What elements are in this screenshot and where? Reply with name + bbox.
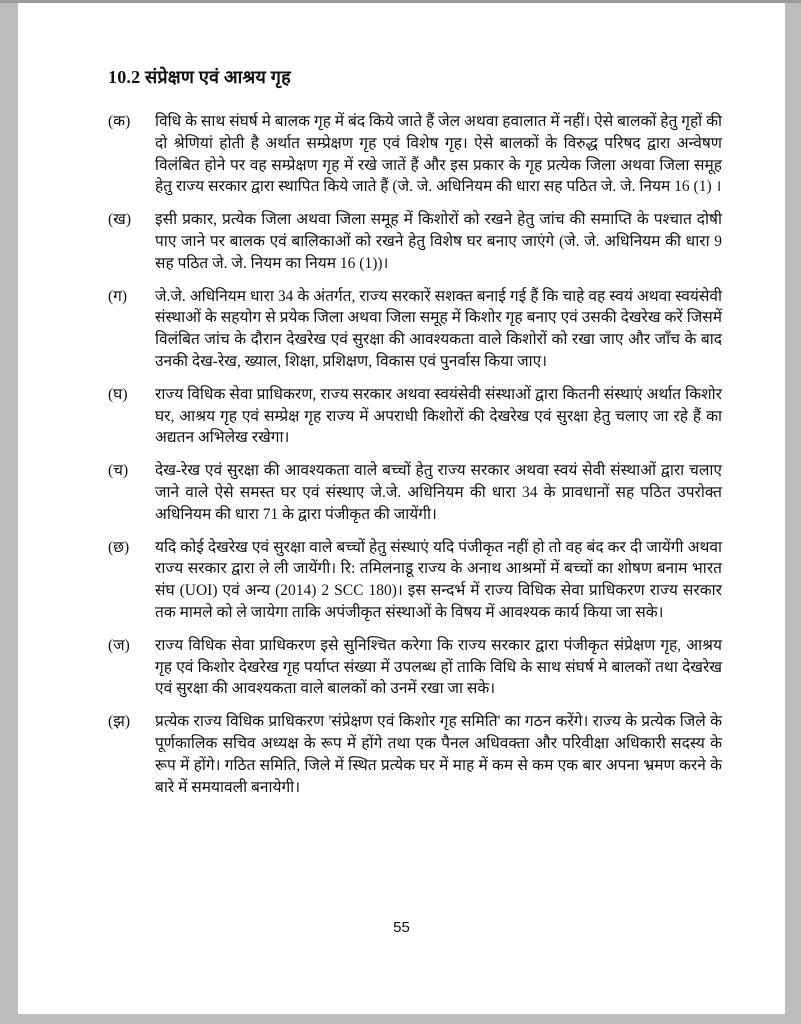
list-item [108, 286, 722, 373]
paragraph-label: (घ) [108, 385, 128, 403]
list-item [108, 635, 722, 700]
paragraph-text: राज्य विधिक सेवा प्राधिकरण इसे सुनिश्चित करेगा कि राज्य सरकार द्वारा पंजीकृत संप्रेक्षण गृह, आश्रय गृह एवं किशोर देखरेख गृह पर्याप्त संख्या में उपलब्ध हों ताकि विधि के साथ संघर्ष मे बालकों तथा देखरेख एवं सुरक्षा की आवश्यकता वाले बालकों को उनमें रखा जा सके। [155, 636, 722, 698]
paragraph-text: यदि कोई देखरेख एवं सुरक्षा वाले बच्चों हेतु संस्थाएं यदि पंजीकृत नहीं हो तो वह बंद कर दी जायेंगी अथवा राज्य सरकार द्वारा ले ली जायेंगी। रि: तमिलनाडू राज्य के अनाथ आश्रमों में बच्चों का शोषण बनाम भारत संघ (UOI) एवं अन्य (2014) 2 SCC 180)। इस सन्दर्भ में राज्य विधिक सेवा प्राधिकरण राज्य सरकार तक मामले को ले जायेगा ताकि अपंजीकृत संस्थाओं के विषय में आवश्यक कार्य किया जा सके। [155, 538, 722, 621]
list-item [108, 111, 722, 198]
paragraph-label: (ज) [108, 636, 130, 654]
paragraph-text: प्रत्येक राज्य विधिक प्राधिकरण 'संप्रेक्षण एवं किशोर गृह समिति' का गठन करेंगे। राज्य के प्रत्येक जिले के पूर्णकालिक सचिव अध्यक्ष के रूप में होंगे तथा एक पैनल अधिवक्ता और परिवीक्षा अधिकारी सदस्य के रूप में होंगे। गठित समिति, जिले में स्थित प्रत्येक घर में माह में कम से कम एक बार अपना भ्रमण करने के बारे में समयावली बनायेगी। [155, 713, 722, 796]
paragraph-label: (झ) [108, 713, 131, 731]
paragraph-text: इसी प्रकार, प्रत्येक जिला अथवा जिला समूह में किशोरों को रखने हेतु जांच की समाप्ति के पश्चात दोषी पाए जाने पर बालक एवं बालिकाओं को रखने हेतु विशेष घर बनाए जाएंगे (जे. जे. अधिनियम की धारा 9 सह पठित जे. जे. नियम का नियम 16 (1))। [155, 211, 722, 272]
paragraph-text: विधि के साथ संघर्ष मे बालक गृह में बंद किये जाते हैं जेल अथवा हवालात में नहीं। ऐसे बालकों हेतु गृहों की दो श्रेणियां होती है अर्थात सम्प्रेक्षण गृह एवं विशेष गृह। ऐसे बालकों के विरुद्ध परिषद द्वारा अन्वेषण विलंबित होने पर वह सम्प्रेक्षण गृह में रखे जातें हैं और इस प्रकार के गृह प्रत्येक जिला अथवा जिला समूह हेतु राज्य सरकार द्वारा स्थापित किये जाते हैं (जे. जे. अधिनियम की धारा सह पठित जे. जे. नियम 16 (1) । [155, 113, 722, 196]
document-page [18, 3, 785, 1014]
document-content [108, 65, 722, 809]
paragraph-text: जे.जे. अधिनियम धारा 34 के अंतर्गत, राज्य सरकारें सशक्त बनाई गई हैं कि चाहे वह स्वयं अथवा स्वयंसेवी संस्थाओं के सहयोग से प्रयेक जिला अथवा जिला समूह में किशोर गृह बनाए एवं उसकी देखरेख करें जिसमें विलंबित जांच के दौरान देखरेख एवं सुरक्षा की आवश्यकता वाले किशोरों को रखा जाए और जाँच के बाद उनकी देख-रेख, ख्याल, शिक्षा, प्रशिक्षण, विकास एवं पुनर्वास किया जाए। [155, 287, 722, 370]
paragraph-label: (च) [108, 462, 129, 480]
list-item [108, 209, 722, 274]
paragraph-label: (ख) [108, 211, 132, 229]
paragraph-text: राज्य विधिक सेवा प्राधिकरण, राज्य सरकार अथवा स्वयंसेवी संस्थाओं द्वारा कितनी संस्थाएं अर्थात किशोर घर, आश्रय गृह एवं सम्प्रेक्ष गृह राज्य में अपराधी किशोरों की देखरेख एवं सुरक्षा हेतु चलाए जा रहे हैं का अद्यतन अभिलेख रखेगा। [155, 385, 722, 447]
paragraph-text: देख-रेख एवं सुरक्षा की आवश्यकता वाले बच्चों हेतु राज्य सरकार अथवा स्वयं सेवी संस्थाओं द्वारा चलाए जाने वाले ऐसे समस्त घर एवं संस्थाए जे.जे. अधिनियम की धारा 34 के प्रावधानों सह पठित उपरोक्त अधिनियम की धारा 71 के द्वारा पंजीकृत की जायेंगी। [155, 462, 722, 523]
list-item [108, 460, 722, 525]
list-item [108, 384, 722, 449]
section-heading: 10.2 संप्रेक्षण एवं आश्रय गृह [108, 67, 291, 87]
page-number: 55 [393, 919, 410, 936]
paragraph-label: (छ) [108, 538, 130, 556]
list-item [108, 537, 722, 624]
paragraph-label: (ग) [108, 287, 128, 305]
paragraph-label: (क) [108, 113, 131, 130]
list-item [108, 711, 722, 798]
